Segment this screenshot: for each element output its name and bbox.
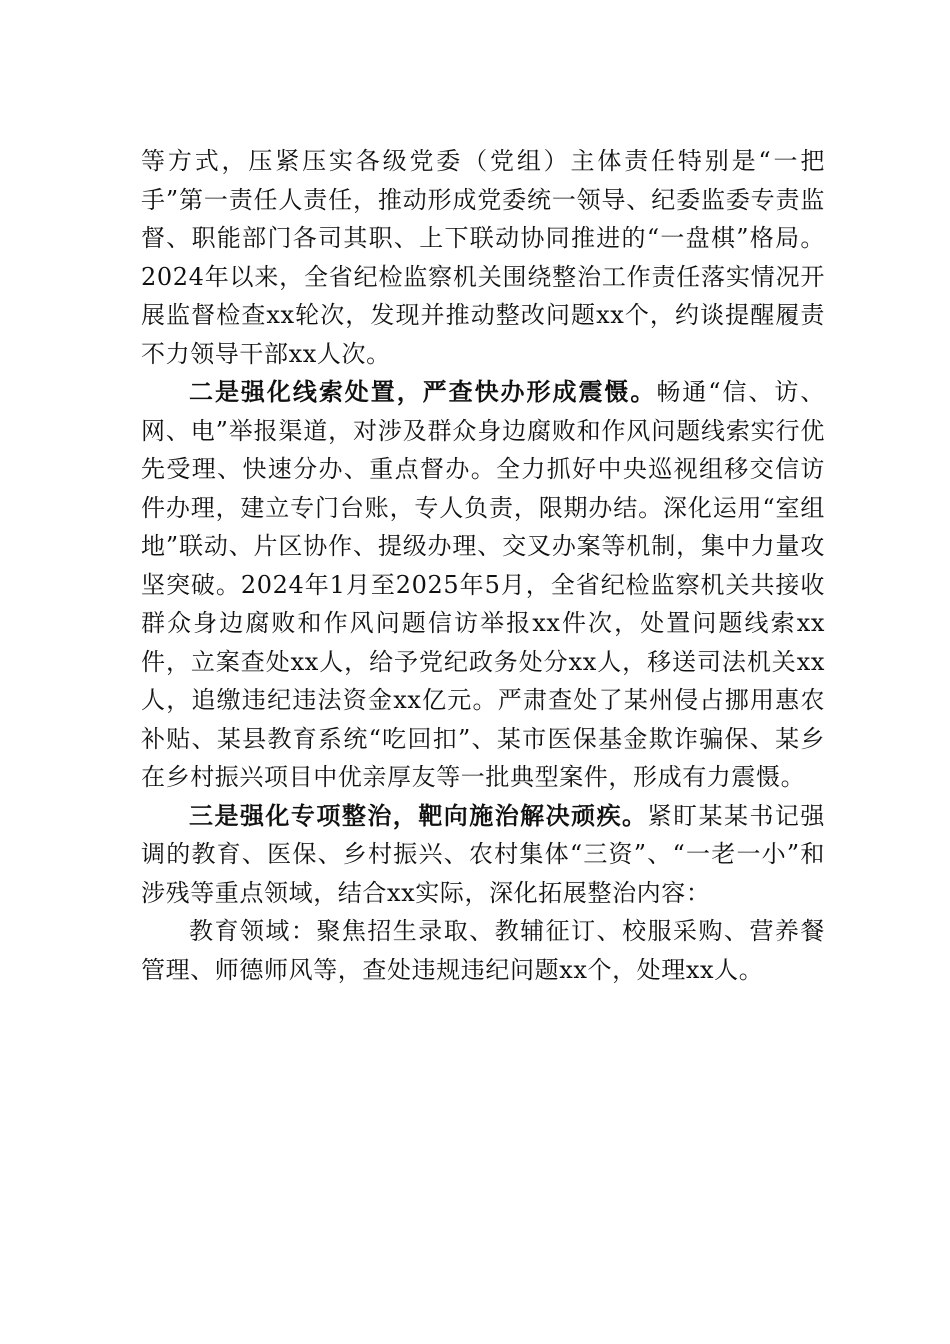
paragraph-4-text: 教育领域：聚焦招生录取、教辅征订、校服采购、营养餐管理、师德师风等，查处违规违纪问题xx个，处理xx人。 bbox=[141, 917, 825, 984]
paragraph-3-heading: 三是强化专项整治，靶向施治解决顽疾。 bbox=[189, 801, 648, 830]
paragraph-1-text: 等方式，压紧压实各级党委（党组）主体责任特别是“一把手”第一责任人责任，推动形成党委统一领导、纪委监委专责监督、职能部门各司其职、上下联动协同推进的“一盘棋”格局。2024年以来，全省纪检监察机关围绕整治工作责任落实情况开展监督检查xx轮次，发现并推动整改问题xx个，约谈提醒履责不力领导干部xx人次。 bbox=[141, 147, 825, 368]
paragraph-2-text: 畅通“信、访、网、电”举报渠道，对涉及群众身边腐败和作风问题线索实行优先受理、快速分办、重点督办。全力抓好中央巡视组移交信访件办理，建立专门台账，专人负责，限期办结。深化运用“室组地”联动、片区协作、提级办理、交叉办案等机制，集中力量攻坚突破。2024年1月至2025年5月，全省纪检监察机关共接收群众身边腐败和作风问题信访举报xx件次，处置问题线索xx件，立案查处xx人，给予党纪政务处分xx人，移送司法机关xx人，追缴违纪违法资金xx亿元。严肃查处了某州侵占挪用惠农补贴、某县教育系统“吃回扣”、某市医保基金欺诈骗保、某乡在乡村振兴项目中优亲厚友等一批典型案件，形成有力震慑。 bbox=[141, 378, 825, 791]
paragraph-1 bbox=[141, 142, 825, 373]
document-body bbox=[141, 142, 825, 989]
paragraph-3-text: 紧盯某某书记强调的教育、医保、乡村振兴、农村集体“三资”、“一老一小”和涉残等重点领域，结合xx实际，深化拓展整治内容： bbox=[141, 801, 825, 907]
paragraph-3 bbox=[141, 797, 825, 913]
paragraph-4 bbox=[141, 912, 825, 989]
paragraph-2 bbox=[141, 373, 825, 797]
paragraph-2-heading: 二是强化线索处置，严查快办形成震慑。 bbox=[189, 378, 657, 406]
